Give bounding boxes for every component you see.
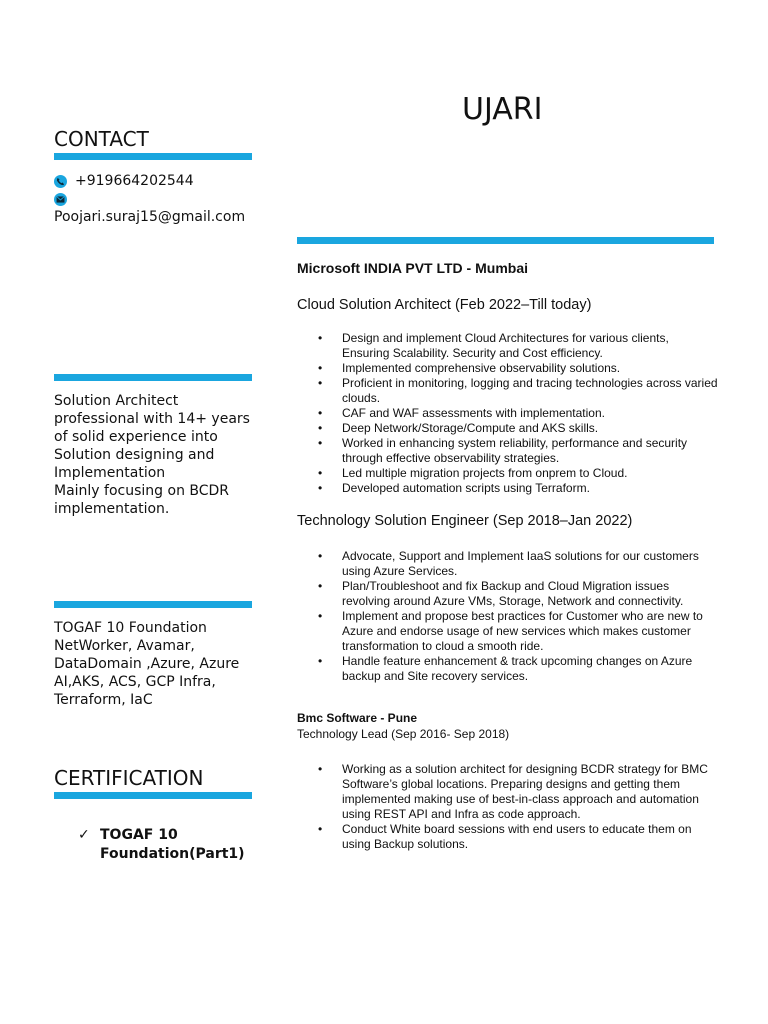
list-item: • Advocate, Support and Implement IaaS solutions for our customers using Azure Services.	[318, 549, 718, 579]
phone-number: +919664202544	[75, 173, 194, 189]
checkmark-icon: ✓	[78, 827, 90, 843]
profile-divider	[54, 374, 252, 381]
role2-bullets	[318, 549, 718, 684]
email-address: Poojari.suraj15@gmail.com	[54, 209, 246, 225]
role-technology-solution-engineer: Technology Solution Engineer (Sep 2018–Jan 2022)	[297, 513, 633, 529]
list-item: • Worked in enhancing system reliability, performance and security through effective observability strategies.	[318, 436, 718, 466]
candidate-name: UJARI	[462, 92, 543, 127]
list-item: • Design and implement Cloud Architectures for various clients, Ensuring Scalability. Security and Cost efficiency.	[318, 331, 718, 361]
contact-heading: CONTACT	[54, 127, 149, 151]
skills-divider	[54, 601, 252, 608]
list-item: • Deep Network/Storage/Compute and AKS skills.	[318, 421, 718, 436]
list-item: • Conduct White board sessions with end users to educate them on using Backup solutions.	[318, 822, 718, 852]
list-item: • Led multiple migration projects from onprem to Cloud.	[318, 466, 718, 481]
role1-bullets	[318, 331, 718, 496]
list-item: • Handle feature enhancement & track upcoming changes on Azure backup and Site recovery services.	[318, 654, 718, 684]
phone-icon	[54, 175, 67, 188]
company-bmc: Bmc Software - Pune	[297, 711, 418, 725]
list-item: • CAF and WAF assessments with implementation.	[318, 406, 718, 421]
list-item: • Plan/Troubleshoot and fix Backup and Cloud Migration issues revolving around Azure VMs, Storage, Network and connectivity.	[318, 579, 718, 609]
role-technology-lead: Technology Lead (Sep 2016- Sep 2018)	[297, 727, 510, 741]
list-item: • Working as a solution architect for designing BCDR strategy for BMC Software’s global locations. Preparing designs and getting them implemented making use of best-in-class approach and automation using REST API and Infra as code approach.	[318, 762, 718, 822]
list-item: • Developed automation scripts using Terraform.	[318, 481, 718, 496]
company-microsoft: Microsoft INDIA PVT LTD - Mumbai	[297, 260, 528, 276]
list-item: • Implemented comprehensive observability solutions.	[318, 361, 718, 376]
skills-list: TOGAF 10 Foundation NetWorker, Avamar, DataDomain ,Azure, Azure AI,AKS, ACS, GCP Infra, Terraform, IaC	[54, 620, 240, 708]
contact-divider	[54, 153, 252, 160]
contact-email-icon-row	[54, 193, 75, 206]
certification-item	[78, 826, 245, 864]
email-icon	[54, 193, 67, 206]
experience-divider	[297, 237, 714, 244]
certification-item-line2: Foundation(Part1)	[100, 846, 245, 862]
role-cloud-solution-architect: Cloud Solution Architect (Feb 2022–Till today)	[297, 297, 592, 313]
certification-heading: CERTIFICATION	[54, 766, 204, 790]
list-item: • Implement and propose best practices for Customer who are new to Azure and endorse usage of new services which makes customer transformation to cloud a smooth ride.	[318, 609, 718, 654]
role3-bullets	[318, 762, 718, 852]
contact-email	[54, 209, 245, 225]
contact-phone	[54, 173, 194, 189]
certification-divider	[54, 792, 252, 799]
profile-summary: Solution Architect professional with 14+ years of solid experience into Solution designing and Implementation Mainly focusing on BCDR implementation.	[54, 393, 250, 517]
certification-item-line1: TOGAF 10	[100, 827, 178, 843]
list-item: • Proficient in monitoring, logging and tracing technologies across varied clouds.	[318, 376, 718, 406]
